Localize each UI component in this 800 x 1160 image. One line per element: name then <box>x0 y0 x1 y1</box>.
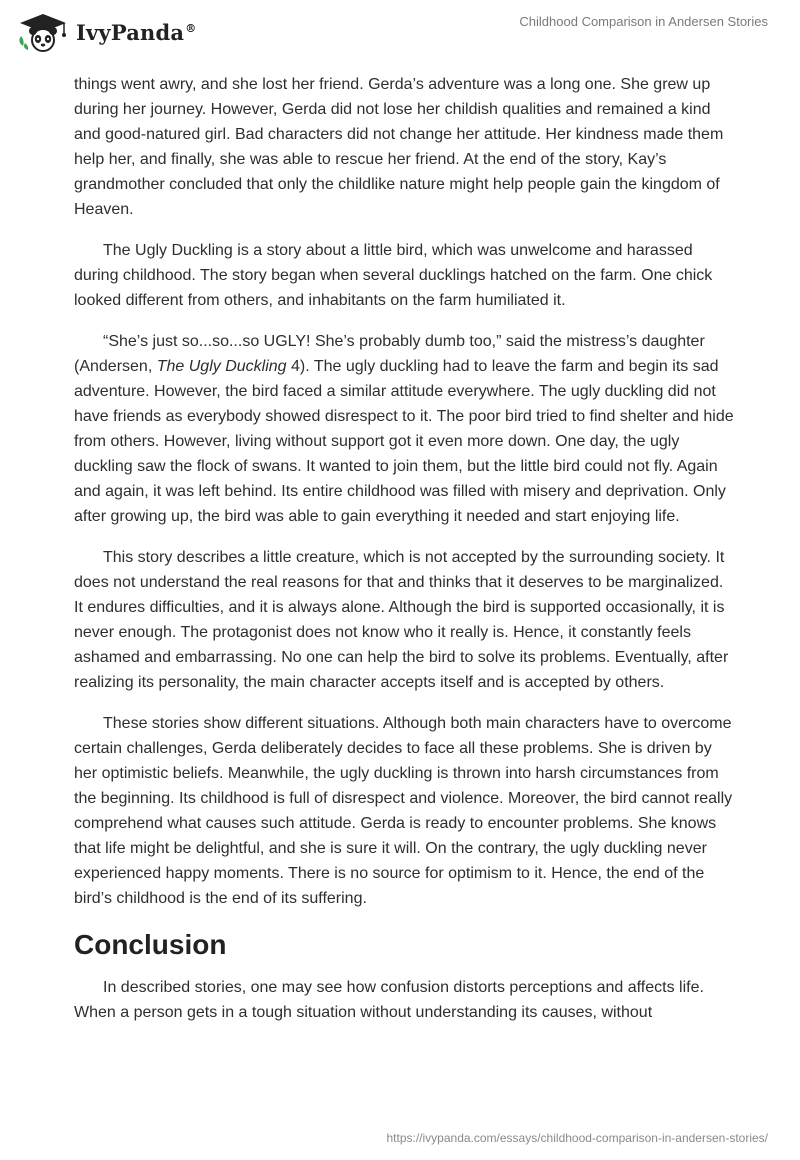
site-logo[interactable] <box>16 12 196 52</box>
source-url[interactable]: https://ivypanda.com/essays/childhood-comparison-in-andersen-stories/ <box>386 1131 768 1145</box>
paragraph-3-part-a: “She’s just so...so...so UGLY! She’s probably dumb too,” said the mistress’s daughter (Andersen, <box>74 333 705 375</box>
essay-body <box>74 72 734 1041</box>
book-title-italic: The Ugly Duckling <box>156 358 287 375</box>
paragraph-1: things went awry, and she lost her friend. Gerda’s adventure was a long one. She grew up during her journey. However, Gerda did not lose her childish qualities and remained a kind and good-natured girl. Bad characters did not change her attitude. Her kindness made them help her, and finally, she was able to rescue her friend. At the end of the story, Kay’s grandmother concluded that only the childlike nature might help people gain the kingdom of Heaven. <box>74 76 724 218</box>
paragraph-4: This story describes a little creature, which is not accepted by the surrounding society. It does not understand the real reasons for that and thinks that it deserves to be marginalized. It endures difficulties, and it is always alone. Although the bird is supported occasionally, it is never enough. The protagonist does not know who it really is. Hence, it constantly feels ashamed and embarrassing. No one can help the bird to solve its problems. Eventually, after realizing its personality, the main character accepts itself and is accepted by others. <box>74 549 729 691</box>
paragraph-3-part-b: 4). The ugly duckling had to leave the farm and begin its sad adventure. However, the bird faced a similar attitude everywhere. The ugly duckling did not have friends as everybody showed disrespect to it. The poor bird tried to find shelter and hide from others. However, living without support got it even more down. One day, the ugly duckling saw the flock of swans. It wanted to join them, but the little bird could not fly. Again and again, it was left behind. Its entire childhood was filled with misery and deprivation. Only after growing up, the bird was able to gain everything it needed and start enjoying life. <box>74 358 734 525</box>
document-title: Childhood Comparison in Andersen Stories <box>519 14 768 29</box>
panda-graduate-icon <box>16 12 70 52</box>
paragraph-3 <box>74 329 734 529</box>
conclusion-heading: Conclusion <box>74 929 227 960</box>
paragraph-2: The Ugly Duckling is a story about a little bird, which was unwelcome and harassed during childhood. The story began when several ducklings hatched on the farm. One chick looked different from others, and inhabitants on the farm humiliated it. <box>74 242 713 309</box>
page-header <box>0 0 800 70</box>
logo-text: IvyPanda® <box>76 19 197 45</box>
paragraph-6: In described stories, one may see how confusion distorts perceptions and affects life. When a person gets in a tough situation without understanding its causes, without <box>74 979 704 1021</box>
paragraph-5: These stories show different situations. Although both main characters have to overcome certain challenges, Gerda deliberately decides to face all these problems. She is driven by her optimistic beliefs. Meanwhile, the ugly duckling is thrown into harsh circumstances from the beginning. Its childhood is full of disrespect and violence. Moreover, the bird cannot really comprehend what causes such attitude. Gerda is ready to encounter problems. She knows that life might be delightful, and she is sure it will. On the contrary, the ugly duckling never experienced happy moments. There is no source for optimism to it. Hence, the end of the bird’s childhood is the end of its suffering. <box>74 715 733 907</box>
